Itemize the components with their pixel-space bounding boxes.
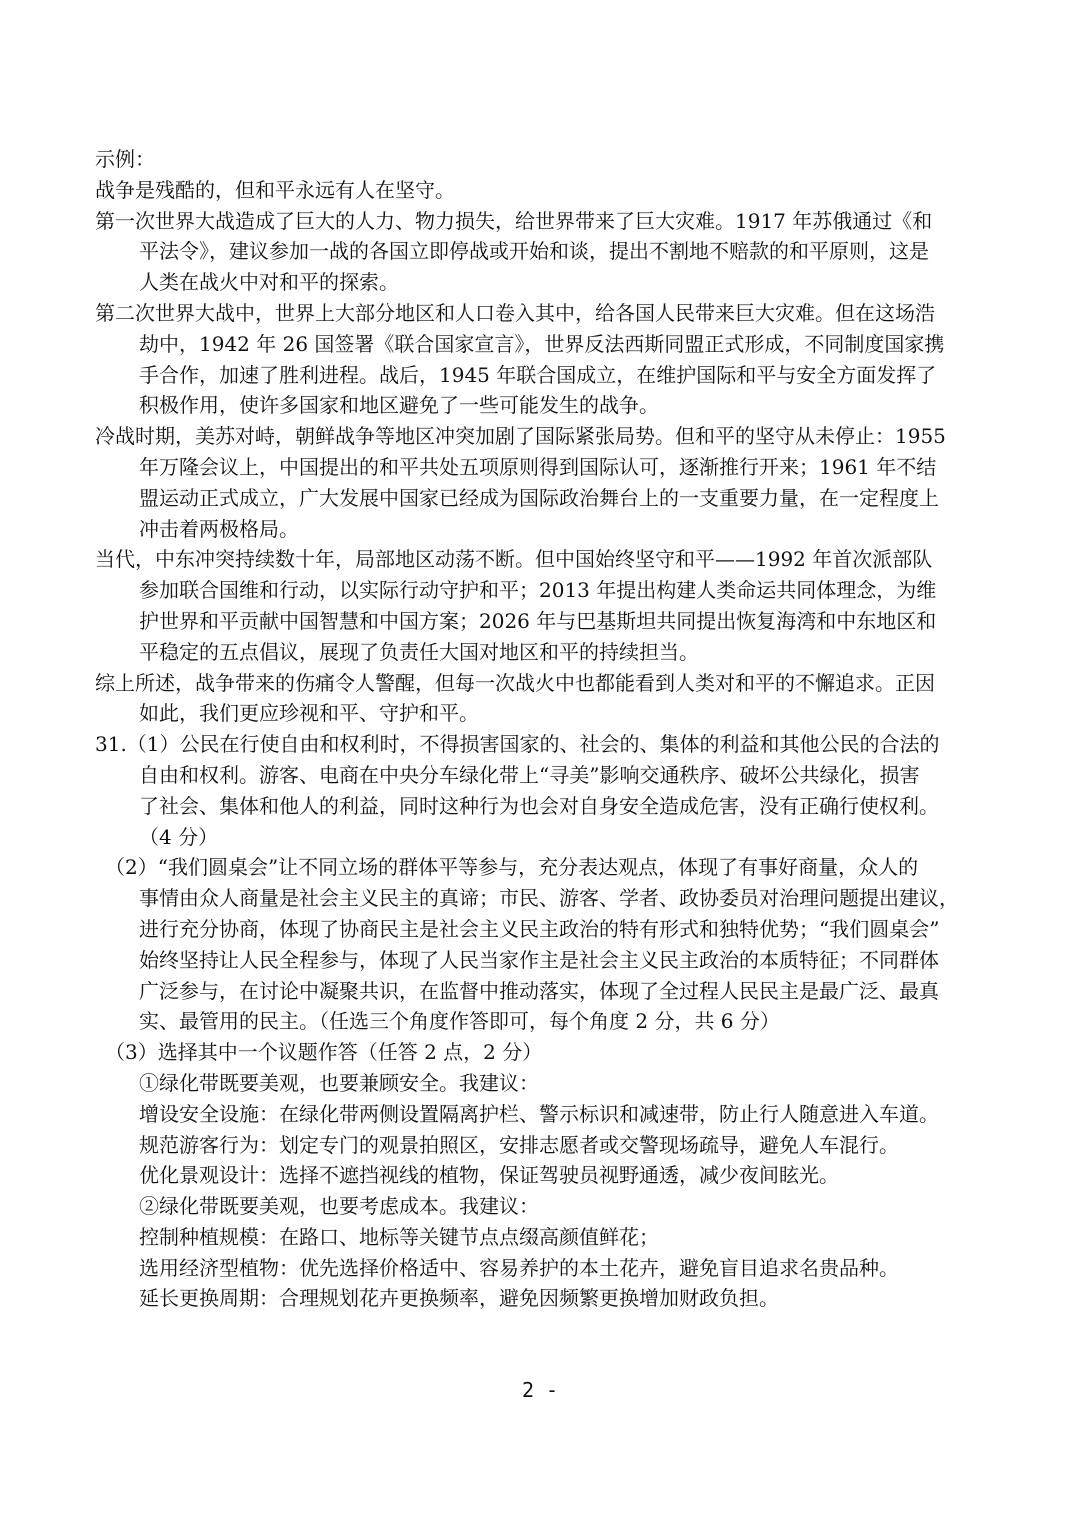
paragraph-ww1-line: 第一次世界大战造成了巨大的人力、物力损失，给世界带来了巨大灾难。1917 年苏俄通过《和 bbox=[95, 208, 933, 233]
option-1-suggestion: 优化景观设计：选择不遮挡视线的植物，保证驾驶员视野通透，减少夜间眩光。 bbox=[139, 1163, 839, 1188]
answer-31-2-line: 始终坚持让人民全程参与，体现了人民当家作主是社会主义民主政治的本质特征；不同群体 bbox=[139, 947, 939, 972]
answer-31-2-line: 实、最管用的民主。（任选三个角度作答即可，每个角度 2 分，共 6 分） bbox=[139, 1009, 780, 1034]
paragraph-contemporary-line: 护世界和平贡献中国智慧和中国方案；2026 年与巴基斯坦共同提出恢复海湾和中东地区和 bbox=[139, 608, 937, 633]
answer-31-1-line: 自由和权利。游客、电商在中央分车绿化带上“寻美”影响交通秩序、破坏公共绿化，损害 bbox=[139, 762, 920, 787]
answer-31-1-line: 了社会、集体和他人的利益，同时这种行为也会对自身安全造成危害，没有正确行使权利。 bbox=[139, 793, 939, 818]
option-2-heading: ②绿化带既要美观，也要考虑成本。我建议： bbox=[139, 1194, 539, 1219]
paragraph-conclusion-line: 如此，我们更应珍视和平、守护和平。 bbox=[139, 701, 479, 726]
option-1-suggestion: 增设安全设施：在绿化带两侧设置隔离护栏、警示标识和减速带，防止行人随意进入车道。 bbox=[139, 1101, 939, 1126]
answer-31-2-line: （2）“我们圆桌会”让不同立场的群体平等参与，充分表达观点，体现了有事好商量，众人的 bbox=[105, 855, 919, 880]
paragraph-ww2-line: 积极作用，使许多国家和地区避免了一些可能发生的战争。 bbox=[139, 393, 659, 418]
paragraph-coldwar-line: 年万隆会议上，中国提出的和平共处五项原则得到国际认可，逐渐推行开来；1961 年不结 bbox=[139, 454, 937, 479]
answer-31-3-heading: （3）选择其中一个议题作答（任答 2 点，2 分） bbox=[105, 1040, 543, 1065]
option-1-heading: ①绿化带既要美观，也要兼顾安全。我建议： bbox=[139, 1070, 539, 1095]
paragraph-contemporary-line: 当代，中东冲突持续数十年，局部地区动荡不断。但中国始终坚守和平——1992 年首次派部队 bbox=[95, 547, 933, 572]
option-2-suggestion: 延长更换周期：合理规划花卉更换频率，避免因频繁更换增加财政负担。 bbox=[139, 1286, 779, 1311]
example-heading: 示例： bbox=[95, 147, 155, 171]
paragraph-conclusion-line: 综上所述，战争带来的伤痛令人警醒，但每一次战火中也都能看到人类对和平的不懈追求。正因 bbox=[95, 670, 935, 695]
essay-thesis: 战争是残酷的，但和平永远有人在坚守。 bbox=[95, 177, 455, 202]
answer-31-1-score: （4 分） bbox=[139, 824, 219, 849]
paragraph-contemporary-line: 平稳定的五点倡议，展现了负责任大国对地区和平的持续担当。 bbox=[139, 639, 699, 664]
answer-31-1-line: 31.（1）公民在行使自由和权利时，不得损害国家的、社会的、集体的利益和其他公民的合法的 bbox=[95, 732, 940, 757]
paragraph-contemporary-line: 参加联合国维和行动，以实际行动守护和平；2013 年提出构建人类命运共同体理念，为维 bbox=[139, 578, 937, 603]
answer-31-2-line: 事情由众人商量是社会主义民主的真谛；市民、游客、学者、政协委员对治理问题提出建议， bbox=[139, 886, 959, 911]
paragraph-coldwar-line: 盟运动正式成立，广大发展中国家已经成为国际政治舞台上的一支重要力量，在一定程度上 bbox=[139, 485, 939, 510]
paragraph-ww2-line: 劫中，1942 年 26 国签署《联合国家宣言》，世界反法西斯同盟正式形成，不同制度国家携 bbox=[139, 331, 945, 356]
option-1-suggestion: 规范游客行为：划定专门的观景拍照区，安排志愿者或交警现场疏导，避免人车混行。 bbox=[139, 1132, 899, 1157]
answer-31-2-line: 广泛参与，在讨论中凝聚共识，在监督中推动落实，体现了全过程人民民主是最广泛、最真 bbox=[139, 978, 939, 1003]
page-number: 2 - bbox=[521, 1378, 559, 1402]
paragraph-ww1-line: 平法令》，建议参加一战的各国立即停战或开始和谈，提出不割地不赔款的和平原则，这是 bbox=[139, 239, 929, 264]
answer-text bbox=[95, 144, 990, 1314]
answer-31-2-line: 进行充分协商，体现了协商民主是社会主义民主政治的特有形式和独特优势；“我们圆桌会” bbox=[139, 916, 940, 941]
paragraph-ww1-line: 人类在战火中对和平的探索。 bbox=[139, 270, 399, 295]
paragraph-ww2-line: 手合作，加速了胜利进程。战后，1945 年联合国成立，在维护国际和平与安全方面发挥了 bbox=[139, 362, 937, 387]
paragraph-coldwar-line: 冲击着两极格局。 bbox=[139, 516, 299, 541]
paragraph-ww2-line: 第二次世界大战中，世界上大部分地区和人口卷入其中，给各国人民带来巨大灾难。但在这场浩 bbox=[95, 300, 935, 325]
paragraph-coldwar-line: 冷战时期，美苏对峙，朝鲜战争等地区冲突加剧了国际紧张局势。但和平的坚守从未停止：1955 bbox=[95, 424, 946, 449]
option-2-suggestion: 选用经济型植物：优先选择价格适中、容易养护的本土花卉，避免盲目追求名贵品种。 bbox=[139, 1255, 899, 1280]
option-2-suggestion: 控制种植规模：在路口、地标等关键节点点缀高颜值鲜花； bbox=[139, 1224, 659, 1249]
